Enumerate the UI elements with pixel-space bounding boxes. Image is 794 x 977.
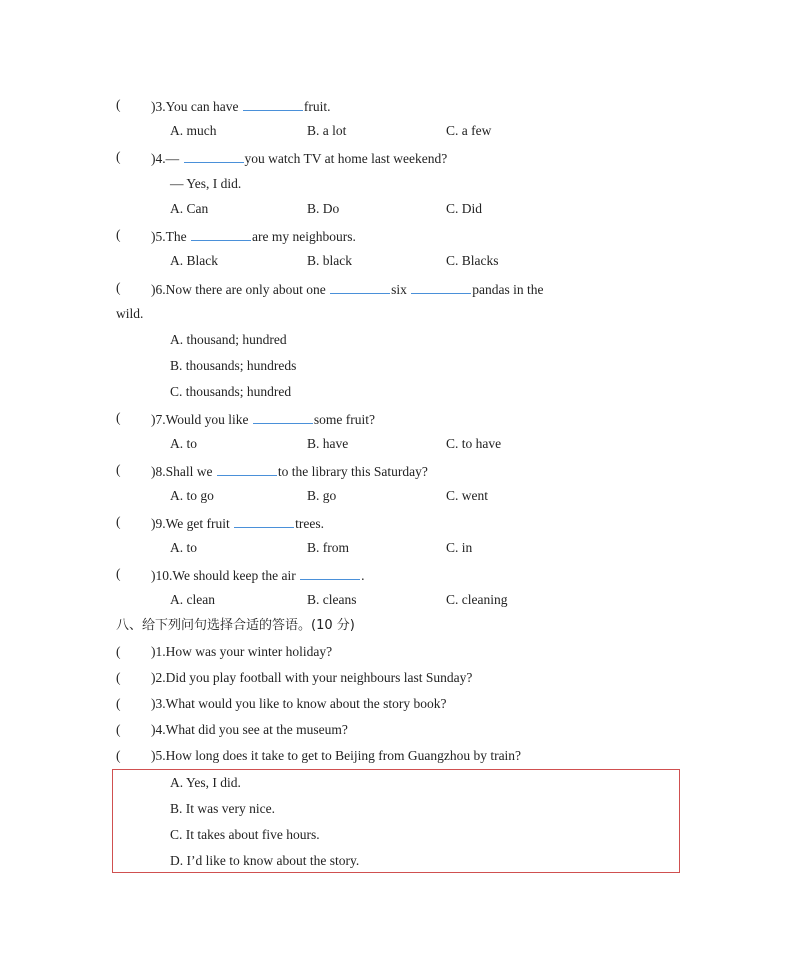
option-a[interactable]: A. thousand; hundred	[170, 332, 287, 347]
answer-option-d: D. I’d like to know about the story.	[170, 853, 360, 868]
fill-blank[interactable]	[217, 461, 277, 476]
option-b[interactable]: B. thousands; hundreds	[170, 358, 297, 373]
question-text: )1.How was your winter holiday?	[151, 644, 333, 659]
option-c[interactable]: C. a few	[446, 123, 492, 138]
option-c[interactable]: C. to have	[446, 436, 502, 451]
question-text: are my neighbours.	[251, 229, 356, 244]
question-text: )6.Now there are only about one	[151, 282, 330, 297]
question-text: )7.Would you like	[151, 412, 252, 427]
fill-blank[interactable]	[253, 409, 313, 424]
answer-paren[interactable]: (	[116, 280, 121, 295]
question-text: )5.How long does it take to get to Beijing from Guangzhou by train?	[151, 748, 522, 763]
question-text: )3.You can have	[151, 99, 242, 114]
question-text: some fruit?	[313, 412, 376, 427]
answer-paren[interactable]: (	[116, 149, 121, 164]
question-text: )5.The	[151, 229, 190, 244]
answer-paren[interactable]: (	[116, 670, 121, 685]
option-c[interactable]: C. cleaning	[446, 592, 508, 607]
option-a[interactable]: A. Black	[170, 253, 218, 268]
option-a[interactable]: A. to go	[170, 488, 214, 503]
option-c[interactable]: C. Blacks	[446, 253, 499, 268]
answer-paren[interactable]: (	[116, 462, 121, 477]
answer-paren[interactable]: (	[116, 566, 121, 581]
question-text: you watch TV at home last weekend?	[244, 151, 448, 166]
option-a[interactable]: A. Can	[170, 201, 209, 216]
fill-blank[interactable]	[411, 279, 471, 294]
fill-blank[interactable]	[300, 565, 360, 580]
answer-paren[interactable]: (	[116, 644, 121, 659]
answer-option-c: C. It takes about five hours.	[170, 827, 320, 842]
question-text: )10.We should keep the air	[151, 568, 300, 583]
option-b[interactable]: B. cleans	[307, 592, 357, 607]
question-text-continued: wild.	[116, 306, 144, 321]
option-a[interactable]: A. much	[170, 123, 217, 138]
answer-paren[interactable]: (	[116, 722, 121, 737]
answer-option-b: B. It was very nice.	[170, 801, 275, 816]
fill-blank[interactable]	[191, 226, 251, 241]
fill-blank[interactable]	[184, 148, 244, 163]
option-c[interactable]: C. Did	[446, 201, 483, 216]
dialogue-reply: — Yes, I did.	[170, 176, 242, 191]
fill-blank[interactable]	[330, 279, 390, 294]
option-b[interactable]: B. have	[307, 436, 349, 451]
option-a[interactable]: A. to	[170, 436, 197, 451]
answer-paren[interactable]: (	[116, 97, 121, 112]
question-text: to the library this Saturday?	[277, 464, 428, 479]
question-text: )4.What did you see at the museum?	[151, 722, 348, 737]
answer-option-a: A. Yes, I did.	[170, 775, 241, 790]
fill-blank[interactable]	[243, 96, 303, 111]
question-text: )2.Did you play football with your neighbours last Sunday?	[151, 670, 473, 685]
answer-paren[interactable]: (	[116, 696, 121, 711]
question-text: trees.	[295, 516, 324, 531]
answer-paren[interactable]: (	[116, 410, 121, 425]
question-text: pandas in the	[472, 282, 544, 297]
option-c[interactable]: C. in	[446, 540, 473, 555]
option-b[interactable]: B. a lot	[307, 123, 347, 138]
question-text: )3.What would you like to know about the story book?	[151, 696, 447, 711]
question-text: .	[361, 568, 365, 583]
question-text: )4.—	[151, 151, 183, 166]
question-text: )8.Shall we	[151, 464, 216, 479]
option-b[interactable]: B. black	[307, 253, 352, 268]
option-c[interactable]: C. thousands; hundred	[170, 384, 292, 399]
question-text: )9.We get fruit	[151, 516, 234, 531]
answer-paren[interactable]: (	[116, 227, 121, 242]
fill-blank[interactable]	[234, 513, 294, 528]
option-b[interactable]: B. Do	[307, 201, 340, 216]
answer-paren[interactable]: (	[116, 514, 121, 529]
question-text: fruit.	[303, 99, 331, 114]
section-title: 八、给下列问句选择合适的答语。(10 分)	[116, 618, 355, 633]
option-a[interactable]: A. to	[170, 540, 197, 555]
answer-paren[interactable]: (	[116, 748, 121, 763]
option-a[interactable]: A. clean	[170, 592, 215, 607]
option-c[interactable]: C. went	[446, 488, 488, 503]
question-text: six	[391, 282, 411, 297]
option-b[interactable]: B. from	[307, 540, 349, 555]
option-b[interactable]: B. go	[307, 488, 337, 503]
